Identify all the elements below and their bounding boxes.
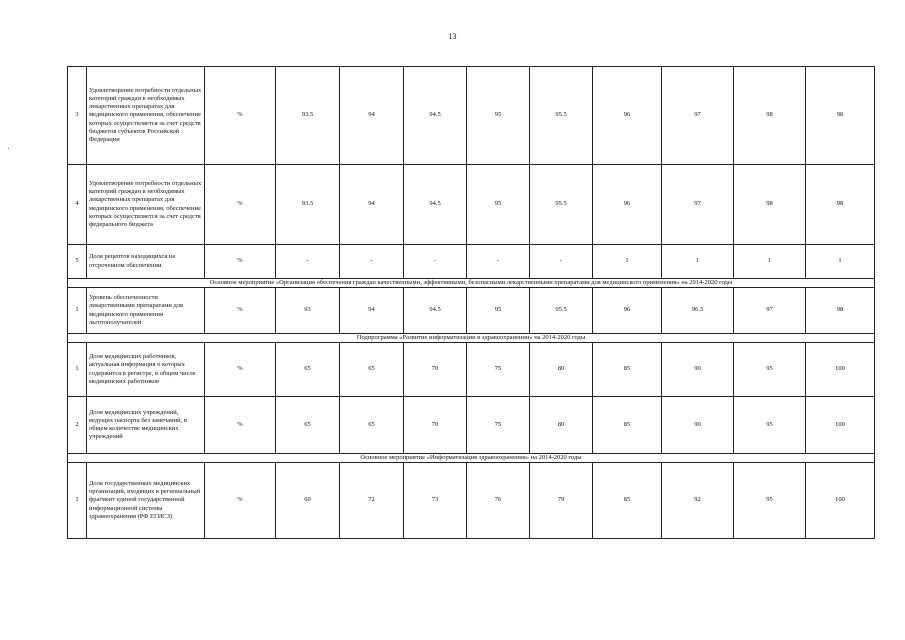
value-cell: 98 [734, 165, 806, 245]
value-cell: 85 [593, 463, 662, 539]
value-cell: 95 [467, 67, 530, 165]
value-cell: 1 [662, 245, 734, 279]
value-cell: 65 [276, 343, 340, 397]
value-cell: 93 [276, 288, 340, 334]
row-number: 1 [68, 463, 87, 539]
value-cell: 95 [734, 463, 806, 539]
indicator-name: Уровень обеспеченности лекарственными препаратами для медицинского применения льготополучателей [87, 288, 205, 334]
value-cell: 60 [276, 463, 340, 539]
row-number: 2 [68, 397, 87, 454]
indicators-table-body [68, 67, 875, 539]
section-header-row [68, 279, 875, 288]
value-cell: 95 [734, 397, 806, 454]
value-cell: - [276, 245, 340, 279]
indicator-name: Доля государственных медицинских организаций, входящих в региональный фрагмент единой государственной информационной системы здравоохранения (РФ ЕГИСЗ) [87, 463, 205, 539]
table-row [68, 343, 875, 397]
value-cell: 95 [467, 165, 530, 245]
value-cell: - [404, 245, 467, 279]
indicator-name: Доля рецептов находящихся на отсроченном обеспечении [87, 245, 205, 279]
value-cell: 97 [662, 67, 734, 165]
unit-cell: % [205, 463, 276, 539]
value-cell: 93.5 [276, 165, 340, 245]
value-cell: 76 [467, 463, 530, 539]
value-cell: 98 [734, 67, 806, 165]
table-row [68, 288, 875, 334]
unit-cell: % [205, 245, 276, 279]
value-cell: 96 [593, 67, 662, 165]
indicator-name: Доля медицинских учреждений, ведущих паспорта без замечаний, в общем количестве медицинских учреждений [87, 397, 205, 454]
indicator-name: Удовлетворение потребности отдельных категорий граждан в необходимых лекарственных препаратах для медицинского применения, обеспечение которых осуществляется за счет средств бюджетов субъектов Российской Федерации [87, 67, 205, 165]
table-row [68, 67, 875, 165]
value-cell: 96 [593, 288, 662, 334]
page-number: 13 [448, 32, 457, 41]
indicators-table [67, 66, 875, 539]
value-cell: 96.5 [662, 288, 734, 334]
value-cell: - [467, 245, 530, 279]
row-number: 5 [68, 245, 87, 279]
value-cell: 1 [734, 245, 806, 279]
value-cell: 100 [806, 343, 875, 397]
value-cell: 70 [404, 343, 467, 397]
value-cell: 65 [340, 397, 404, 454]
value-cell: 65 [340, 343, 404, 397]
value-cell: 94 [340, 67, 404, 165]
value-cell: 94.5 [404, 165, 467, 245]
value-cell: - [530, 245, 593, 279]
value-cell: 98 [806, 288, 875, 334]
unit-cell: % [205, 67, 276, 165]
row-number: 1 [68, 343, 87, 397]
value-cell: 73 [404, 463, 467, 539]
table-row [68, 165, 875, 245]
value-cell: 80 [530, 343, 593, 397]
indicator-name: Доля медицинских работников, актуальная информация о которых содержится в регистре, в общем числе медицинских работников [87, 343, 205, 397]
value-cell: 79 [530, 463, 593, 539]
value-cell: 75 [467, 397, 530, 454]
value-cell: 98 [806, 67, 875, 165]
value-cell: 97 [734, 288, 806, 334]
row-number: 3 [68, 67, 87, 165]
value-cell: 80 [530, 397, 593, 454]
row-number: 4 [68, 165, 87, 245]
value-cell: 100 [806, 397, 875, 454]
value-cell: 95 [467, 288, 530, 334]
value-cell: 65 [276, 397, 340, 454]
value-cell: 75 [467, 343, 530, 397]
section-title: Подпрограмма «Развитие информатизации в здравоохранении» на 2014-2020 годы [68, 334, 875, 343]
value-cell: 97 [662, 165, 734, 245]
value-cell: 90 [662, 343, 734, 397]
margin-mark [8, 148, 9, 149]
indicator-name: Удовлетворение потребности отдельных категорий граждан в необходимых лекарственных препаратах для медицинского применения, обеспечение которых осуществляется за счет средств федерального бюджета [87, 165, 205, 245]
section-header-row [68, 334, 875, 343]
unit-cell: % [205, 397, 276, 454]
row-number: 1 [68, 288, 87, 334]
value-cell: 85 [593, 397, 662, 454]
value-cell: 95.5 [530, 288, 593, 334]
value-cell: 85 [593, 343, 662, 397]
value-cell: 72 [340, 463, 404, 539]
value-cell: 95.5 [530, 165, 593, 245]
value-cell: 94.5 [404, 288, 467, 334]
value-cell: 94 [340, 288, 404, 334]
value-cell: - [340, 245, 404, 279]
value-cell: 96 [593, 165, 662, 245]
value-cell: 1 [806, 245, 875, 279]
value-cell: 94.5 [404, 67, 467, 165]
value-cell: 70 [404, 397, 467, 454]
value-cell: 93.5 [276, 67, 340, 165]
value-cell: 1 [593, 245, 662, 279]
unit-cell: % [205, 165, 276, 245]
unit-cell: % [205, 288, 276, 334]
value-cell: 90 [662, 397, 734, 454]
value-cell: 95.5 [530, 67, 593, 165]
value-cell: 98 [806, 165, 875, 245]
unit-cell: % [205, 343, 276, 397]
section-header-row [68, 454, 875, 463]
table-row [68, 463, 875, 539]
table-row [68, 397, 875, 454]
value-cell: 100 [806, 463, 875, 539]
value-cell: 94 [340, 165, 404, 245]
section-title: Основное мероприятие «Информатизация здравоохранения» на 2014-2020 годы [68, 454, 875, 463]
section-title: Основное мероприятие «Организация обеспечения граждан качественными, эффективными, безопасными лекарственными препаратами для медицинского применения» на 2014-2020 годы [68, 279, 875, 288]
table-row [68, 245, 875, 279]
value-cell: 95 [734, 343, 806, 397]
value-cell: 92 [662, 463, 734, 539]
